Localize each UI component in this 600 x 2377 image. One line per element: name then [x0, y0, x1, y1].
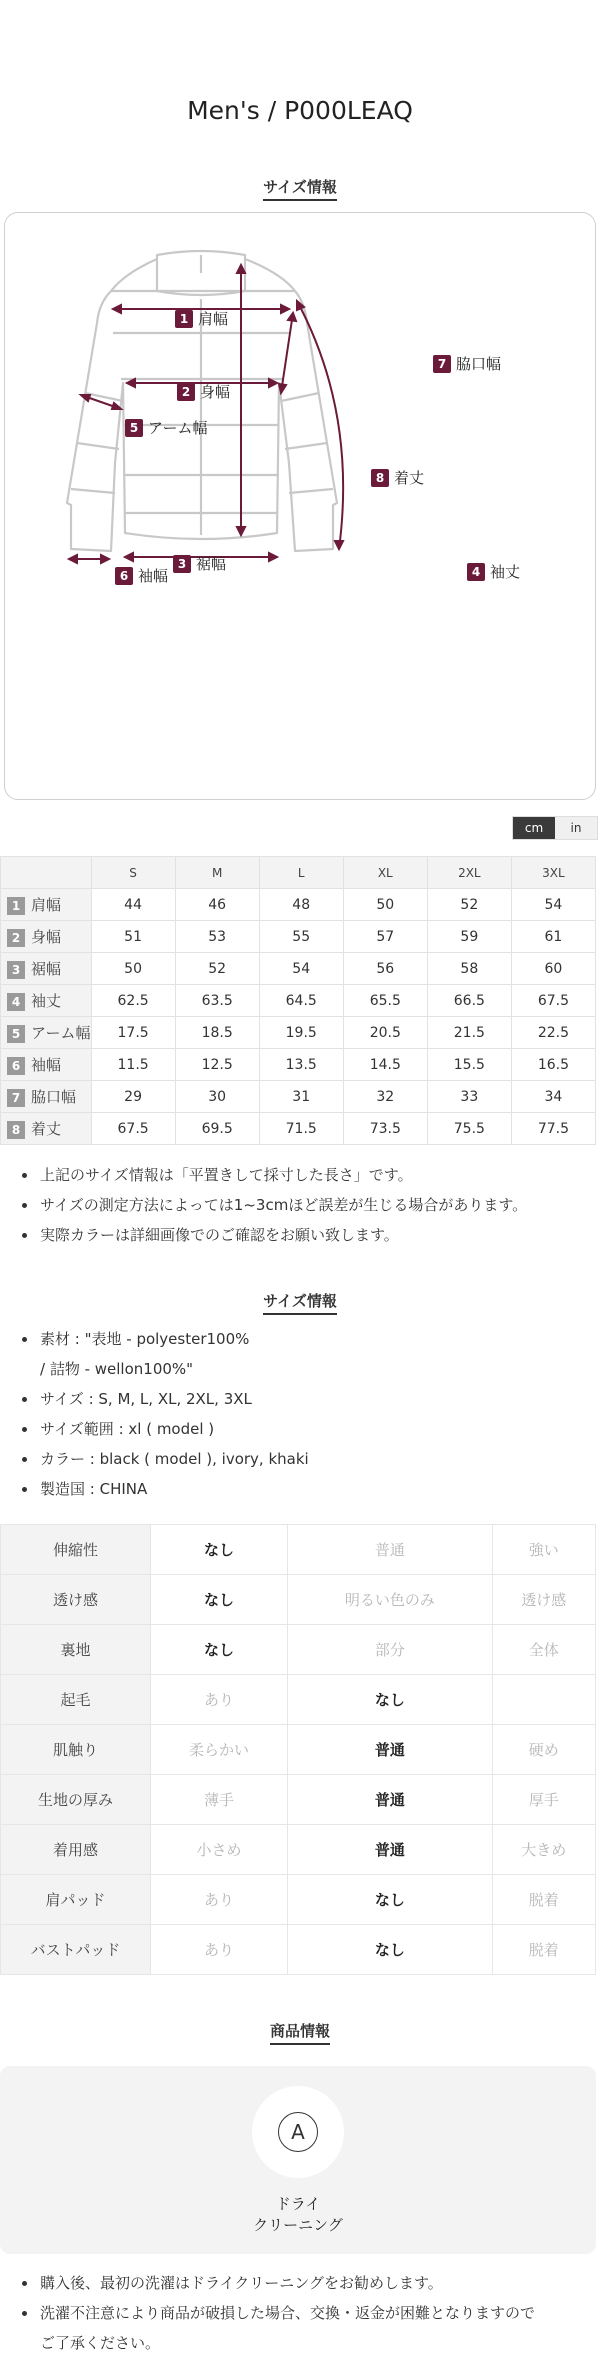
attr-option: 脱着: [492, 1875, 595, 1925]
attr-option: 厚手: [492, 1775, 595, 1825]
care-label: ドライ クリーニング: [253, 2195, 343, 2234]
material-item: 素材 : "表地 - polyester100%: [18, 1324, 588, 1354]
attr-option: 明るい色のみ: [288, 1575, 493, 1625]
table-cell: 48: [259, 889, 343, 921]
table-cell: 46: [175, 889, 259, 921]
table-cell: 66.5: [427, 985, 511, 1017]
table-cell: 44: [91, 889, 175, 921]
header-size: L: [259, 857, 343, 889]
table-row: [1, 1525, 596, 1575]
row-label: 2 身幅: [1, 921, 92, 953]
attr-option: 小さめ: [151, 1825, 288, 1875]
table-cell: 52: [175, 953, 259, 985]
table-cell: 52: [427, 889, 511, 921]
table-row: [1, 1875, 596, 1925]
unit-cm-button[interactable]: cm: [513, 817, 555, 839]
table-row: [1, 1625, 596, 1675]
row-label: 4 袖丈: [1, 985, 92, 1017]
label-arm-width: 5 アーム幅: [125, 417, 208, 438]
table-cell: 14.5: [343, 1049, 427, 1081]
table-cell: 67.5: [91, 1113, 175, 1145]
jacket-outline: [5, 213, 597, 801]
table-cell: 51: [91, 921, 175, 953]
table-cell: 29: [91, 1081, 175, 1113]
table-cell: 16.5: [511, 1049, 595, 1081]
table-row: [1, 1675, 596, 1725]
attr-option: 透け感: [492, 1575, 595, 1625]
page-title: Men's / P000LEAQ: [187, 96, 413, 125]
attr-option: あり: [151, 1875, 288, 1925]
unit-toggle: [512, 816, 598, 840]
table-cell: 18.5: [175, 1017, 259, 1049]
table-cell: 65.5: [343, 985, 427, 1017]
header-size: XL: [343, 857, 427, 889]
table-cell: 62.5: [91, 985, 175, 1017]
table-cell: 58: [427, 953, 511, 985]
table-cell: 34: [511, 1081, 595, 1113]
row-label: 8 着丈: [1, 1113, 92, 1145]
table-cell: 63.5: [175, 985, 259, 1017]
attribute-table: [0, 1524, 596, 1975]
table-cell: 17.5: [91, 1017, 175, 1049]
origin-item: 製造国 : CHINA: [18, 1474, 588, 1504]
attr-option: 普通: [288, 1825, 493, 1875]
attr-option: 全体: [492, 1625, 595, 1675]
attr-option: なし: [288, 1875, 493, 1925]
size-info-heading: サイズ情報: [0, 176, 600, 201]
label-shoulder: 1 肩幅: [175, 308, 228, 329]
header-size: M: [175, 857, 259, 889]
table-cell: 60: [511, 953, 595, 985]
table-cell: 69.5: [175, 1113, 259, 1145]
table-row: [1, 1775, 596, 1825]
row-label: 3 裾幅: [1, 953, 92, 985]
table-row: [1, 1825, 596, 1875]
attr-option: なし: [151, 1575, 288, 1625]
color-item: カラー : black ( model ), ivory, khaki: [18, 1444, 588, 1474]
attr-label: 肩パッド: [1, 1875, 151, 1925]
table-cell: 55: [259, 921, 343, 953]
material-item-cont: / 詰物 - wellon100%": [40, 1360, 194, 1378]
table-cell: 54: [259, 953, 343, 985]
attr-option: 脱着: [492, 1925, 595, 1975]
table-row: [1, 1575, 596, 1625]
attr-option: [492, 1675, 595, 1725]
table-row: [1, 1017, 596, 1049]
list-item: サイズの測定方法によっては1~3cmほど誤差が生じる場合があります。: [18, 1190, 588, 1220]
attr-option: 柔らかい: [151, 1725, 288, 1775]
table-cell: 11.5: [91, 1049, 175, 1081]
attr-option: なし: [288, 1925, 493, 1975]
row-label: 1 肩幅: [1, 889, 92, 921]
table-cell: 21.5: [427, 1017, 511, 1049]
list-item: 洗濯不注意により商品が破損した場合、交換・返金が困難となりますので: [18, 2298, 588, 2328]
table-cell: 54: [511, 889, 595, 921]
table-cell: 75.5: [427, 1113, 511, 1145]
table-cell: 30: [175, 1081, 259, 1113]
table-cell: 13.5: [259, 1049, 343, 1081]
size-diagram: [4, 212, 596, 800]
table-row: [1, 953, 596, 985]
attr-option: 普通: [288, 1525, 493, 1575]
table-row: [1, 1925, 596, 1975]
attr-label: バストパッド: [1, 1925, 151, 1975]
table-cell: 56: [343, 953, 427, 985]
table-cell: 59: [427, 921, 511, 953]
table-cell: 50: [343, 889, 427, 921]
attr-option: 普通: [288, 1725, 493, 1775]
label-armhole: 7 脇口幅: [433, 353, 501, 374]
label-length: 8 着丈: [371, 467, 424, 488]
table-cell: 77.5: [511, 1113, 595, 1145]
row-label: 5 アーム幅: [1, 1017, 92, 1049]
dry-clean-icon: A: [278, 2112, 318, 2152]
list-item-cont: ご了承ください。: [40, 2334, 161, 2352]
table-cell: 33: [427, 1081, 511, 1113]
attr-label: 裏地: [1, 1625, 151, 1675]
attr-option: なし: [151, 1525, 288, 1575]
table-cell: 67.5: [511, 985, 595, 1017]
attr-label: 生地の厚み: [1, 1775, 151, 1825]
table-cell: 71.5: [259, 1113, 343, 1145]
list-item: 上記のサイズ情報は「平置きして採寸した長さ」です。: [18, 1160, 588, 1190]
table-cell: 64.5: [259, 985, 343, 1017]
attr-label: 起毛: [1, 1675, 151, 1725]
attr-option: あり: [151, 1925, 288, 1975]
attr-label: 着用感: [1, 1825, 151, 1875]
label-hem: 3 裾幅: [173, 553, 226, 574]
table-row: [1, 921, 596, 953]
label-cuff-width: 6 袖幅: [115, 565, 168, 586]
attr-option: 部分: [288, 1625, 493, 1675]
product-notes: [18, 2268, 588, 2358]
attr-option: なし: [151, 1625, 288, 1675]
table-cell: 73.5: [343, 1113, 427, 1145]
table-row: [1, 985, 596, 1017]
attr-label: 透け感: [1, 1575, 151, 1625]
attr-option: 大きめ: [492, 1825, 595, 1875]
header-blank: [1, 857, 92, 889]
size-table: [0, 856, 596, 1145]
care-icon-circle: [252, 2086, 344, 2178]
attr-option: 普通: [288, 1775, 493, 1825]
attr-option: 硬め: [492, 1725, 595, 1775]
table-cell: 32: [343, 1081, 427, 1113]
attr-label: 肌触り: [1, 1725, 151, 1775]
label-sleeve-length: 4 袖丈: [467, 561, 520, 582]
list-item: 購入後、最初の洗濯はドライクリーニングをお勧めします。: [18, 2268, 588, 2298]
table-cell: 57: [343, 921, 427, 953]
attr-option: 薄手: [151, 1775, 288, 1825]
table-row: [1, 1113, 596, 1145]
list-item: 実際カラーは詳細画像でのご確認をお願い致します。: [18, 1220, 588, 1250]
size-notes: [18, 1160, 588, 1250]
table-cell: 12.5: [175, 1049, 259, 1081]
table-cell: 31: [259, 1081, 343, 1113]
table-cell: 53: [175, 921, 259, 953]
table-cell: 15.5: [427, 1049, 511, 1081]
detail-list: [18, 1324, 588, 1504]
table-row: [1, 1081, 596, 1113]
table-row: [1, 889, 596, 921]
table-row: [1, 1725, 596, 1775]
sizes-item: サイズ : S, M, L, XL, 2XL, 3XL: [18, 1384, 588, 1414]
size-range-item: サイズ範囲 : xl ( model ): [18, 1414, 588, 1444]
label-chest: 2 身幅: [177, 381, 230, 402]
row-label: 6 袖幅: [1, 1049, 92, 1081]
attr-label: 伸縮性: [1, 1525, 151, 1575]
size-table-header: [1, 857, 596, 889]
table-row: [1, 1049, 596, 1081]
header-size: S: [91, 857, 175, 889]
detail-heading: サイズ情報: [0, 1290, 600, 1315]
attr-option: なし: [288, 1675, 493, 1725]
care-box: [0, 2066, 596, 2254]
row-label: 7 脇口幅: [1, 1081, 92, 1113]
header-size: 3XL: [511, 857, 595, 889]
unit-in-button[interactable]: in: [555, 817, 597, 839]
table-cell: 19.5: [259, 1017, 343, 1049]
table-cell: 22.5: [511, 1017, 595, 1049]
table-cell: 61: [511, 921, 595, 953]
table-cell: 50: [91, 953, 175, 985]
header-size: 2XL: [427, 857, 511, 889]
table-cell: 20.5: [343, 1017, 427, 1049]
product-info-heading: 商品情報: [0, 2020, 600, 2045]
attr-option: 強い: [492, 1525, 595, 1575]
attr-option: あり: [151, 1675, 288, 1725]
